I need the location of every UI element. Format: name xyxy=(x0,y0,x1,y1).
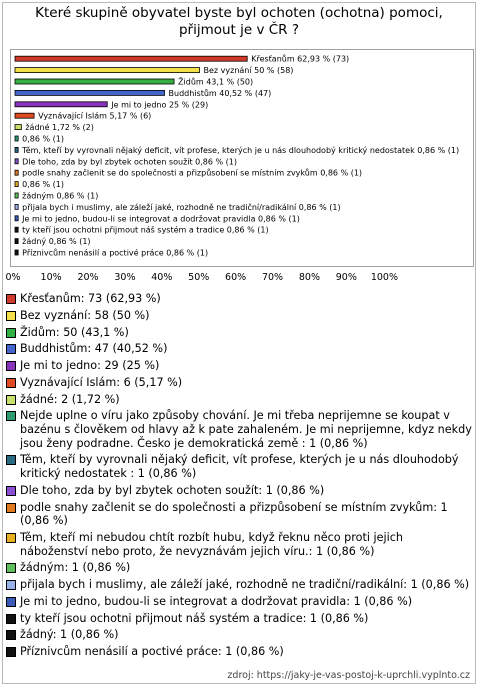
bar-16 xyxy=(15,239,18,244)
legend-item xyxy=(6,645,472,659)
legend-label: Je mi to jedno: 29 (25 %) xyxy=(20,359,160,373)
plot-area xyxy=(10,49,474,267)
legend-swatch xyxy=(6,563,16,573)
bar-label-12: žádným 0,86 % (1) xyxy=(22,191,99,201)
bar-4 xyxy=(15,102,107,107)
bar-label-9: Dle toho, zda by byl zbytek ochoten soužít 0,86 % (1) xyxy=(22,157,238,167)
legend-item xyxy=(6,628,472,642)
bar-8 xyxy=(15,147,18,152)
legend-label: podle snahy začlenit se do společnosti a přizpůsobení se místním zvykům: 1 (0,86 %) xyxy=(20,500,448,528)
legend-label: přijala bych i muslimy, ale záleží jaké, rozhodně ne tradiční/radikální: 1 (0,86 %) xyxy=(20,578,470,592)
bar-label-13: přijala bych i muslimy, ale záleží jaké, rozhodně ne tradiční/radikální 0,86 % (1) xyxy=(22,202,341,212)
legend-label: Těm, kteří by vyrovnali nějaký deficit, vít profese, kterých je u nás dlouhodobý kritický nedostatek : 1 (0,86 %) xyxy=(20,453,459,481)
bar-label-6: žádné 1,72 % (2) xyxy=(25,123,94,133)
legend-item xyxy=(6,453,472,480)
x-tick-label: 40% xyxy=(151,272,173,283)
legend-item xyxy=(6,531,472,558)
legend-swatch xyxy=(6,455,16,465)
legend-label: žádným: 1 (0,86 %) xyxy=(20,561,131,575)
legend-item xyxy=(6,578,472,592)
legend-swatch xyxy=(6,411,16,421)
x-tick-label: 30% xyxy=(114,272,136,283)
legend-item xyxy=(6,376,472,390)
x-tick-label: 10% xyxy=(40,272,62,283)
legend-item xyxy=(6,342,472,356)
bar-label-5: Vyznávající Islám 5,17 % (6) xyxy=(38,111,152,121)
legend-swatch xyxy=(6,597,16,607)
legend-item xyxy=(6,393,472,407)
bar-label-1: Bez vyznání 50 % (58) xyxy=(203,66,294,76)
legend-swatch xyxy=(6,647,16,657)
legend-swatch xyxy=(6,378,16,388)
legend-item xyxy=(6,484,472,498)
legend-label: Židům: 50 (43,1 %) xyxy=(20,325,129,339)
legend-swatch xyxy=(6,328,16,338)
bar-label-2: Židům 43,1 % (50) xyxy=(178,77,254,87)
legend-label: Vyznávající Islám: 6 (5,17 %) xyxy=(20,375,183,389)
legend-label: Bez vyznání: 58 (50 %) xyxy=(20,308,150,322)
bar-label-17: Příznivcům nenásilí a poctivé práce 0,86 % (1) xyxy=(22,248,209,258)
x-tick-label: 90% xyxy=(335,272,357,283)
legend-item xyxy=(6,309,472,323)
legend-swatch xyxy=(6,294,16,304)
bar-17 xyxy=(15,250,18,255)
legend-item xyxy=(6,359,472,373)
legend-swatch xyxy=(6,630,16,640)
legend-item xyxy=(6,501,472,528)
legend-item xyxy=(6,326,472,340)
legend-label: ty kteří jsou ochotni přijmout náš systém a tradice: 1 (0,86 %) xyxy=(20,611,369,625)
legend xyxy=(6,292,472,662)
x-tick-label: 80% xyxy=(298,272,320,283)
bar-label-11: 0,86 % (1) xyxy=(22,180,65,190)
bar-label-16: žádný 0,86 % (1) xyxy=(22,237,91,247)
source-text: zdroj: https://jaky-je-vas-postoj-k-uprchli.vyplnto.cz xyxy=(227,670,470,681)
bar-0 xyxy=(15,56,247,61)
legend-item xyxy=(6,292,472,306)
bar-label-10: podle snahy začlenit se do společnosti a přizpůsobení se místním zvykům 0,86 % (1) xyxy=(22,168,363,178)
x-tick-label: 20% xyxy=(77,272,99,283)
legend-swatch xyxy=(6,344,16,354)
x-tick-label: 0% xyxy=(5,272,21,283)
x-tick-label: 100% xyxy=(370,272,399,283)
legend-label: Je mi to jedno, budou-li se integrovat a dodržovat pravidla: 1 (0,86 %) xyxy=(20,594,413,608)
legend-label: Příznivcům nenásilí a poctivé práce: 1 (0,86 %) xyxy=(20,645,284,659)
legend-label: žádné: 2 (1,72 %) xyxy=(20,392,120,406)
x-axis xyxy=(0,272,480,286)
bar-15 xyxy=(15,227,18,232)
legend-swatch xyxy=(6,614,16,624)
legend-label: Křesťanům: 73 (62,93 %) xyxy=(20,292,161,305)
legend-swatch xyxy=(6,580,16,590)
bar-6 xyxy=(15,125,21,130)
chart-title: Které skupině obyvatel byste byl ochoten (ochotna) pomoci, přijmout je v ČR ? xyxy=(35,5,443,38)
legend-swatch xyxy=(6,533,16,543)
bar-11 xyxy=(15,182,18,187)
legend-label: Těm, kteří mi nebudou chtít rozbít hubu, když řeknu něco proti jejich náboženství nebo proto, že nevyznávám jejich víru.: 1 (0,86 %) xyxy=(20,530,403,558)
bar-9 xyxy=(15,159,18,164)
bar-label-15: ty kteří jsou ochotni přijmout náš systém a tradice 0,86 % (1) xyxy=(22,225,269,235)
bar-10 xyxy=(15,170,18,175)
bar-3 xyxy=(15,90,165,95)
legend-swatch xyxy=(6,503,16,513)
bar-label-7: 0,86 % (1) xyxy=(22,134,65,144)
bar-chart xyxy=(11,50,473,266)
legend-item xyxy=(6,409,472,450)
bar-12 xyxy=(15,193,18,198)
bar-2 xyxy=(15,79,174,84)
legend-swatch xyxy=(6,486,16,496)
bar-13 xyxy=(15,204,18,209)
bar-label-0: Křesťanům 62,93 % (73) xyxy=(251,54,350,64)
legend-swatch xyxy=(6,311,16,321)
legend-item xyxy=(6,595,472,609)
bar-label-4: Je mi to jedno 25 % (29) xyxy=(111,100,209,110)
legend-item xyxy=(6,561,472,575)
bar-label-14: Je mi to jedno, budou-li se integrovat a dodržovat pravidla 0,86 % (1) xyxy=(22,214,300,224)
legend-label: žádný: 1 (0,86 %) xyxy=(20,628,119,642)
legend-swatch xyxy=(6,361,16,371)
bar-14 xyxy=(15,216,18,221)
bar-5 xyxy=(15,113,34,118)
legend-label: Nejde uplne o víru jako způsoby chování. Je mi třeba neprijemne se koupat v bazénu s člověkem od hlavy až k pate zahaleném. Je mi neprijemne, kdyz nekdy jsou ženy podradne. Česko je demokratická země : 1 (0,86 %) xyxy=(20,409,472,450)
legend-item xyxy=(6,612,472,626)
bar-7 xyxy=(15,136,18,141)
bar-label-8: Těm, kteří by vyrovnali nějaký deficit, vít profese, kterých je u nás dlouhodobý kritický nedostatek 0,86 % (1) xyxy=(22,145,460,155)
bar-label-3: Buddhistům 40,52 % (47) xyxy=(168,88,272,98)
x-tick-label: 70% xyxy=(261,272,284,283)
bar-1 xyxy=(15,68,200,73)
legend-label: Buddhistům: 47 (40,52 %) xyxy=(20,342,168,356)
x-tick-label: 60% xyxy=(225,272,247,283)
legend-swatch xyxy=(6,395,16,405)
x-tick-label: 50% xyxy=(188,272,210,283)
legend-label: Dle toho, zda by byl zbytek ochoten soužít: 1 (0,86 %) xyxy=(20,483,325,497)
